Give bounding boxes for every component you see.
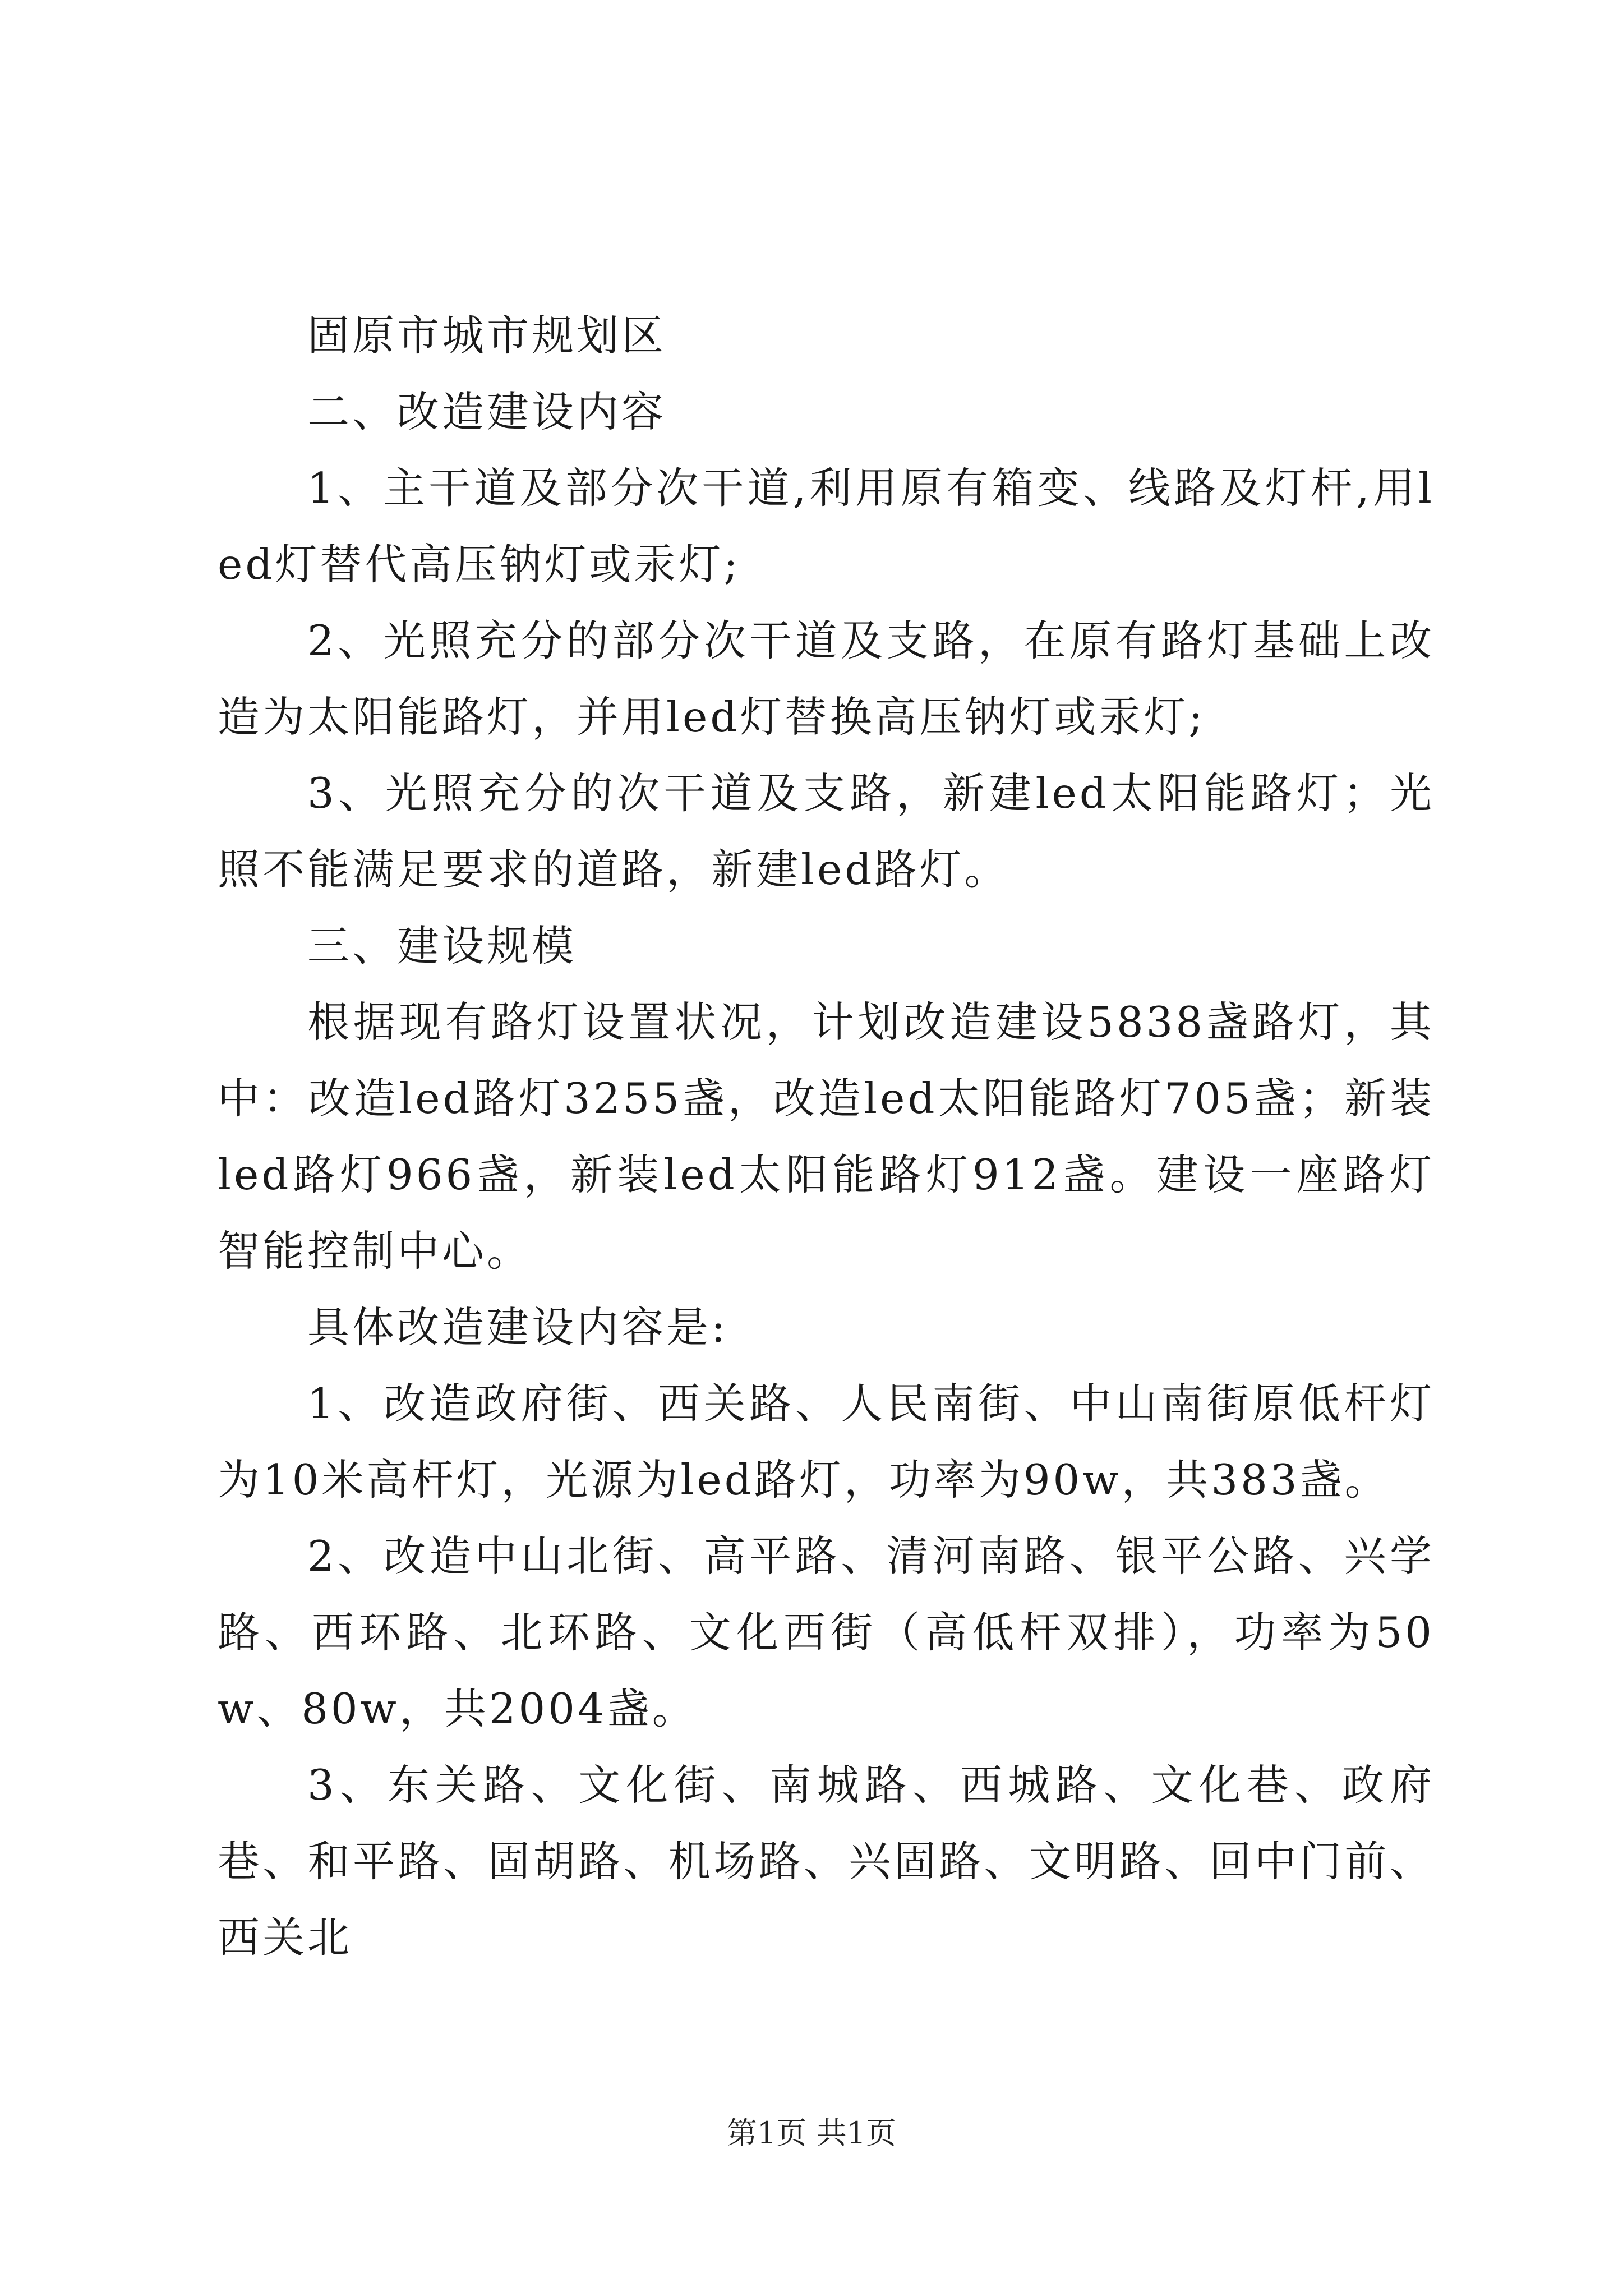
paragraph-detail-intro: 具体改造建设内容是: <box>307 1303 728 1352</box>
paragraph-item-2: 2、光照充分的部分次干道及支路，在原有路灯基础上改造为太阳能路灯，并用led灯替换高压钠灯或汞灯; <box>218 616 1435 742</box>
heading-section-2: 二、改造建设内容 <box>307 387 667 436</box>
page-number-label: 第1页 共1页 <box>727 2115 896 2151</box>
paragraph-detail-1: 1、改造政府街、西关路、人民南街、中山南街原低杆灯为10米高杆灯，光源为led路灯，功率为90w，共383盏。 <box>218 1379 1435 1504</box>
paragraph-detail-2: 2、改造中山北街、高平路、清河南路、银平公路、兴学路、西环路、北环路、文化西街（高低杆双排），功率为50w、80w，共2004盏。 <box>218 1531 1435 1733</box>
paragraph-area-title: 固原市城市规划区 <box>307 311 667 360</box>
paragraph-item-3: 3、光照充分的次干道及支路，新建led太阳能路灯；光照不能满足要求的道路，新建led路灯。 <box>218 769 1435 894</box>
paragraph-detail-3: 3、东关路、文化街、南城路、西城路、文化巷、政府巷、和平路、固胡路、机场路、兴固路、文明路、回中门前、西关北 <box>218 1760 1435 1962</box>
page-footer <box>0 2109 1623 2152</box>
paragraph-scale: 根据现有路灯设置状况，计划改造建设5838盏路灯，其中：改造led路灯3255盏，改造led太阳能路灯705盏；新装led路灯966盏，新装led太阳能路灯912盏。建设一座路灯智能控制中心。 <box>218 997 1435 1276</box>
heading-section-3: 三、建设规模 <box>307 921 577 970</box>
document-body <box>218 297 1435 1976</box>
paragraph-item-1: 1、主干道及部分次干道,利用原有箱变、线路及灯杆,用led灯替代高压钠灯或汞灯; <box>218 463 1435 589</box>
